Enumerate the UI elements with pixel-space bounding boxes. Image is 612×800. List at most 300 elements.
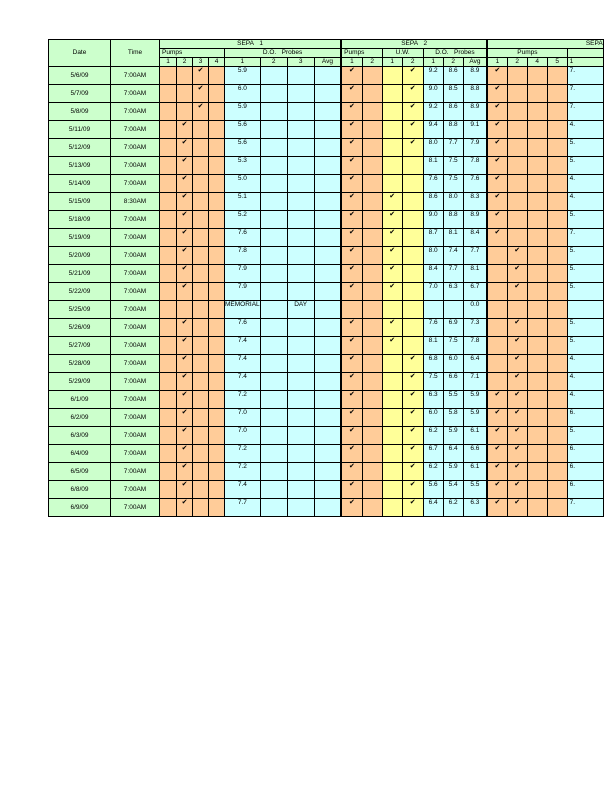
blank-cell bbox=[527, 219, 547, 229]
sepa1-probe-col: 1 bbox=[225, 58, 261, 67]
blank-cell bbox=[362, 237, 382, 247]
sepa3-do-cell: 6. bbox=[567, 445, 603, 454]
table-row bbox=[49, 337, 604, 346]
blank-cell bbox=[463, 489, 487, 499]
time-cell: 7:00AM bbox=[111, 175, 160, 193]
sepa3-pump-cell bbox=[487, 319, 507, 328]
sepa1-do-cell: 5.0 bbox=[225, 175, 261, 184]
sepa2-pump-cell: ✔ bbox=[341, 337, 362, 346]
sepa3-pump-cell bbox=[507, 121, 527, 130]
sepa1-pump-cell: ✔ bbox=[177, 409, 193, 418]
blank-cell bbox=[341, 309, 362, 319]
sepa1-do-cell bbox=[260, 445, 287, 454]
sepa3-pump-cell bbox=[487, 283, 507, 292]
sepa1-do-cell bbox=[314, 319, 341, 328]
sepa1-pump-cell bbox=[160, 247, 177, 256]
blank-cell bbox=[287, 183, 314, 193]
sepa1-do-cell bbox=[260, 247, 287, 256]
blank-cell bbox=[443, 165, 463, 175]
sepa1-pump-cell bbox=[209, 373, 225, 382]
blank-cell bbox=[463, 453, 487, 463]
blank-cell bbox=[507, 489, 527, 499]
sepa2-do-cell: 7.0 bbox=[423, 283, 443, 292]
time-cell: 7:00AM bbox=[111, 121, 160, 139]
sepa2-uw-cell bbox=[402, 211, 423, 220]
blank-cell bbox=[160, 201, 177, 211]
sepa2-do-cell bbox=[423, 301, 443, 310]
table-row bbox=[49, 247, 604, 256]
sepa1-pump-cell: ✔ bbox=[177, 175, 193, 184]
sepa2-do-cell: 8.8 bbox=[463, 85, 487, 94]
blank-cell bbox=[225, 399, 261, 409]
sepa2-do-cell: 5.8 bbox=[443, 409, 463, 418]
blank-cell bbox=[177, 381, 193, 391]
blank-cell bbox=[463, 237, 487, 247]
blank-cell bbox=[423, 219, 443, 229]
blank-cell bbox=[567, 363, 603, 373]
sepa1-pump-cell bbox=[209, 229, 225, 238]
sepa3-pump-cell: ✔ bbox=[487, 121, 507, 130]
time-cell: 7:00AM bbox=[111, 139, 160, 157]
sepa1-pump-cell bbox=[193, 409, 209, 418]
blank-cell bbox=[341, 435, 362, 445]
blank-cell bbox=[487, 219, 507, 229]
sepa3-pump-cell bbox=[527, 499, 547, 508]
sepa3-pump-cell bbox=[527, 481, 547, 490]
holiday-label-a: MEMORIAL bbox=[225, 301, 260, 308]
blank-cell bbox=[507, 219, 527, 229]
blank-cell bbox=[177, 219, 193, 229]
sepa1-do-cell bbox=[314, 175, 341, 184]
sepa1-do-cell bbox=[260, 301, 287, 310]
blank-cell bbox=[209, 201, 225, 211]
sepa3-pump-cell bbox=[527, 157, 547, 166]
sepa3-pump-cell bbox=[547, 481, 567, 490]
sepa1-do-cell bbox=[287, 85, 314, 94]
blank-cell bbox=[487, 327, 507, 337]
sepa1-pump-cell bbox=[209, 463, 225, 472]
sepa3-pump-cell bbox=[547, 283, 567, 292]
sepa1-do-cell bbox=[314, 85, 341, 94]
blank-cell bbox=[463, 345, 487, 355]
sepa3-do-cell: 5. bbox=[567, 157, 603, 166]
blank-cell bbox=[160, 417, 177, 427]
sepa3-pump-cell bbox=[527, 121, 547, 130]
sepa1-do-cell: 7.9 bbox=[225, 265, 261, 274]
sepa-log-table bbox=[48, 39, 604, 517]
blank-cell bbox=[177, 255, 193, 265]
sepa1-pump-cell bbox=[160, 211, 177, 220]
blank-cell bbox=[260, 327, 287, 337]
sepa1-pump-cell bbox=[160, 427, 177, 436]
sepa1-do-cell: 7.9 bbox=[225, 283, 261, 292]
blank-cell bbox=[567, 147, 603, 157]
date-cell: 5/27/09 bbox=[49, 337, 111, 355]
blank-cell bbox=[443, 147, 463, 157]
sepa1-do-cell bbox=[314, 283, 341, 292]
blank-cell bbox=[487, 345, 507, 355]
sepa1-do-cell bbox=[260, 463, 287, 472]
blank-cell bbox=[382, 111, 402, 121]
sepa1-pump-cell bbox=[209, 301, 225, 310]
blank-cell bbox=[547, 201, 567, 211]
blank-cell bbox=[341, 201, 362, 211]
blank-cell bbox=[402, 93, 423, 103]
sepa1-do-cell bbox=[314, 157, 341, 166]
sepa3-pump-cell: ✔ bbox=[487, 229, 507, 238]
sepa1-pump-cell bbox=[193, 211, 209, 220]
sepa2-do-cell: 9.0 bbox=[423, 85, 443, 94]
table-row bbox=[49, 229, 604, 238]
blank-cell bbox=[314, 75, 341, 85]
sepa1-do-cell bbox=[260, 499, 287, 508]
table-row bbox=[49, 85, 604, 94]
sepa1-do-cell bbox=[260, 283, 287, 292]
blank-cell bbox=[507, 507, 527, 517]
sepa1-do-cell bbox=[314, 463, 341, 472]
blank-cell bbox=[260, 507, 287, 517]
time-cell: 7:00AM bbox=[111, 67, 160, 85]
sepa2-uw-col: 2 bbox=[402, 58, 423, 67]
date-cell: 5/26/09 bbox=[49, 319, 111, 337]
sepa3-pump-cell: ✔ bbox=[487, 481, 507, 490]
blank-cell bbox=[423, 417, 443, 427]
blank-cell bbox=[260, 75, 287, 85]
blank-cell bbox=[160, 291, 177, 301]
blank-cell bbox=[527, 453, 547, 463]
blank-cell bbox=[463, 309, 487, 319]
sepa3-pump-cell bbox=[487, 265, 507, 274]
blank-cell bbox=[463, 291, 487, 301]
sepa3-pump-cell bbox=[547, 409, 567, 418]
blank-cell bbox=[382, 363, 402, 373]
blank-cell bbox=[341, 75, 362, 85]
sepa2-pump-cell: ✔ bbox=[341, 103, 362, 112]
blank-cell bbox=[487, 183, 507, 193]
sepa3-pump-cell bbox=[527, 355, 547, 364]
sepa2-uw-cell bbox=[402, 157, 423, 166]
sepa1-do-probes-header bbox=[225, 49, 342, 58]
sepa2-do-cell: 0.0 bbox=[463, 301, 487, 310]
sepa1-do-cell bbox=[260, 355, 287, 364]
blank-cell bbox=[209, 417, 225, 427]
blank-cell bbox=[177, 435, 193, 445]
blank-cell bbox=[287, 345, 314, 355]
blank-cell bbox=[547, 219, 567, 229]
date-cell: 5/22/09 bbox=[49, 283, 111, 301]
blank-cell bbox=[362, 327, 382, 337]
sepa1-do-cell bbox=[260, 157, 287, 166]
table-row bbox=[49, 301, 604, 310]
blank-cell bbox=[507, 363, 527, 373]
blank-cell bbox=[341, 363, 362, 373]
blank-cell bbox=[402, 129, 423, 139]
holiday-label-b: DAY bbox=[287, 301, 314, 310]
sepa1-do-cell bbox=[260, 67, 287, 76]
sepa2-pump-col: 1 bbox=[341, 58, 362, 67]
blank-cell bbox=[260, 273, 287, 283]
sepa1-pump-cell bbox=[193, 499, 209, 508]
blank-cell bbox=[160, 75, 177, 85]
blank-cell bbox=[423, 291, 443, 301]
sepa3-pump-cell bbox=[527, 103, 547, 112]
sepa1-pump-cell: ✔ bbox=[177, 139, 193, 148]
blank-cell bbox=[362, 129, 382, 139]
sepa2-uw-cell bbox=[382, 157, 402, 166]
sepa2-pump-cell bbox=[341, 301, 362, 310]
sepa1-pump-cell bbox=[209, 157, 225, 166]
sepa2-do-cell: 8.9 bbox=[463, 67, 487, 76]
sepa2-do-cell: 8.5 bbox=[443, 85, 463, 94]
blank-cell bbox=[341, 327, 362, 337]
sepa2-pump-cell: ✔ bbox=[341, 391, 362, 400]
sepa3-do-cell: 5. bbox=[567, 265, 603, 274]
blank-cell bbox=[260, 453, 287, 463]
blank-cell bbox=[193, 75, 209, 85]
sepa3-pump-cell: ✔ bbox=[487, 409, 507, 418]
sepa3-do-cell: 6. bbox=[567, 409, 603, 418]
blank-cell bbox=[160, 183, 177, 193]
blank-cell bbox=[547, 363, 567, 373]
blank-cell bbox=[341, 381, 362, 391]
blank-cell bbox=[402, 183, 423, 193]
blank-cell bbox=[487, 471, 507, 481]
sepa1-pump-cell bbox=[209, 121, 225, 130]
blank-cell bbox=[314, 399, 341, 409]
blank-cell bbox=[341, 507, 362, 517]
blank-cell bbox=[225, 309, 261, 319]
sepa2-pump-cell bbox=[362, 409, 382, 418]
date-cell: 5/7/09 bbox=[49, 85, 111, 103]
blank-cell bbox=[527, 507, 547, 517]
blank-cell bbox=[287, 291, 314, 301]
sepa3-pump-cell bbox=[547, 319, 567, 328]
sepa2-do-cell: 6.1 bbox=[463, 427, 487, 436]
sepa2-pump-cell bbox=[362, 103, 382, 112]
sepa1-pump-cell: ✔ bbox=[177, 499, 193, 508]
sepa1-pump-cell: ✔ bbox=[193, 85, 209, 94]
sepa3-header: SEPA bbox=[487, 40, 603, 49]
blank-cell bbox=[287, 363, 314, 373]
sepa2-do-cell: 7.7 bbox=[443, 139, 463, 148]
blank-cell bbox=[177, 291, 193, 301]
sepa2-uw-cell: ✔ bbox=[382, 229, 402, 238]
blank-cell bbox=[547, 399, 567, 409]
sepa3-pump-cell bbox=[547, 373, 567, 382]
table-row bbox=[49, 283, 604, 292]
sepa3-pump-cell: ✔ bbox=[507, 409, 527, 418]
blank-cell bbox=[193, 219, 209, 229]
sepa2-pump-cell bbox=[362, 301, 382, 310]
sepa2-do-cell: 7.8 bbox=[463, 157, 487, 166]
sepa1-do-cell: 5.9 bbox=[225, 67, 261, 76]
blank-cell bbox=[225, 453, 261, 463]
sepa1-pump-cell bbox=[193, 193, 209, 202]
blank-cell bbox=[341, 183, 362, 193]
sepa3-pump-cell bbox=[507, 211, 527, 220]
blank-cell bbox=[314, 291, 341, 301]
sepa1-do-cell: 5.6 bbox=[225, 121, 261, 130]
blank-cell bbox=[362, 201, 382, 211]
table-row bbox=[49, 175, 604, 184]
sepa1-do-cell bbox=[287, 337, 314, 346]
blank-cell bbox=[287, 255, 314, 265]
sepa1-pump-cell bbox=[209, 283, 225, 292]
blank-cell bbox=[402, 489, 423, 499]
blank-cell bbox=[567, 219, 603, 229]
sepa1-do-cell bbox=[287, 391, 314, 400]
blank-cell bbox=[567, 399, 603, 409]
blank-cell bbox=[443, 489, 463, 499]
blank-cell bbox=[209, 237, 225, 247]
sepa1-pump-cell bbox=[160, 319, 177, 328]
sepa2-uw-cell bbox=[382, 355, 402, 364]
table-row bbox=[49, 121, 604, 130]
blank-cell bbox=[160, 399, 177, 409]
blank-cell bbox=[527, 471, 547, 481]
date-cell: 5/13/09 bbox=[49, 157, 111, 175]
sepa2-pump-cell: ✔ bbox=[341, 355, 362, 364]
blank-cell bbox=[209, 489, 225, 499]
sepa2-uw-cell bbox=[382, 103, 402, 112]
blank-cell bbox=[341, 273, 362, 283]
sepa2-uw-cell bbox=[382, 121, 402, 130]
blank-cell bbox=[382, 327, 402, 337]
sepa1-pump-cell bbox=[209, 67, 225, 76]
blank-cell bbox=[362, 381, 382, 391]
blank-cell bbox=[443, 309, 463, 319]
sepa1-title: SEPA bbox=[237, 40, 254, 47]
blank-cell bbox=[193, 111, 209, 121]
sepa2-header bbox=[341, 40, 487, 49]
sepa3-pump-col: 1 bbox=[487, 58, 507, 67]
blank-cell bbox=[463, 129, 487, 139]
sepa2-pump-cell bbox=[362, 355, 382, 364]
time-cell: 7:00AM bbox=[111, 373, 160, 391]
sepa1-pump-cell: ✔ bbox=[177, 211, 193, 220]
blank-cell bbox=[443, 255, 463, 265]
blank-cell bbox=[362, 165, 382, 175]
sepa2-uw-cell: ✔ bbox=[402, 499, 423, 508]
sepa1-pump-cell: ✔ bbox=[177, 337, 193, 346]
sepa1-pump-cell: ✔ bbox=[177, 319, 193, 328]
sepa1-pump-cell bbox=[209, 355, 225, 364]
blank-cell bbox=[423, 489, 443, 499]
blank-cell bbox=[225, 93, 261, 103]
sepa2-do-cell: 7.8 bbox=[463, 337, 487, 346]
sepa3-pump-cell bbox=[527, 301, 547, 310]
blank-cell bbox=[260, 309, 287, 319]
sepa2-do-cell: 6.2 bbox=[423, 427, 443, 436]
sepa2-pump-cell: ✔ bbox=[341, 319, 362, 328]
blank-cell bbox=[341, 471, 362, 481]
blank-cell bbox=[225, 165, 261, 175]
sepa3-pump-cell bbox=[527, 337, 547, 346]
sepa3-pump-cell: ✔ bbox=[487, 157, 507, 166]
sepa3-pump-cell bbox=[547, 157, 567, 166]
blank-cell bbox=[177, 183, 193, 193]
sepa2-do-cell: 6.1 bbox=[463, 463, 487, 472]
blank-cell bbox=[423, 129, 443, 139]
sepa1-do-cell bbox=[314, 373, 341, 382]
sepa1-pump-cell bbox=[193, 139, 209, 148]
blank-cell bbox=[527, 183, 547, 193]
sepa1-pump-cell bbox=[209, 265, 225, 274]
date-cell: 5/28/09 bbox=[49, 355, 111, 373]
blank-cell bbox=[487, 147, 507, 157]
blank-cell bbox=[193, 489, 209, 499]
sepa1-do-cell bbox=[287, 211, 314, 220]
sepa3-pump-col: 5 bbox=[547, 58, 567, 67]
blank-cell bbox=[527, 345, 547, 355]
blank-cell bbox=[547, 507, 567, 517]
blank-cell bbox=[260, 489, 287, 499]
blank-cell bbox=[314, 453, 341, 463]
date-cell: 5/6/09 bbox=[49, 67, 111, 85]
sepa2-pumps-header: Pumps bbox=[341, 49, 382, 58]
sepa2-do-cell: 8.9 bbox=[463, 211, 487, 220]
blank-cell bbox=[225, 75, 261, 85]
blank-cell bbox=[567, 453, 603, 463]
blank-cell bbox=[463, 507, 487, 517]
blank-cell bbox=[463, 201, 487, 211]
sepa1-do-cell bbox=[314, 445, 341, 454]
blank-cell bbox=[382, 165, 402, 175]
sepa2-do-cell: 6.4 bbox=[463, 355, 487, 364]
sepa3-pump-cell: ✔ bbox=[507, 319, 527, 328]
sepa3-pump-cell: ✔ bbox=[507, 337, 527, 346]
sepa1-pumps-header: Pumps bbox=[160, 49, 225, 58]
sepa1-do-cell bbox=[314, 193, 341, 202]
sepa3-do-cell: 7. bbox=[567, 103, 603, 112]
sepa2-pump-cell bbox=[362, 481, 382, 490]
sepa2-pump-cell: ✔ bbox=[341, 373, 362, 382]
sepa1-do-cell: 7.6 bbox=[225, 229, 261, 238]
sepa3-pumps-header: Pumps bbox=[487, 49, 567, 58]
time-cell: 7:00AM bbox=[111, 247, 160, 265]
blank-cell bbox=[487, 93, 507, 103]
blank-cell bbox=[287, 381, 314, 391]
blank-cell bbox=[547, 435, 567, 445]
sepa2-uw-cell: ✔ bbox=[382, 337, 402, 346]
blank-cell bbox=[487, 111, 507, 121]
sepa1-pump-col: 2 bbox=[177, 58, 193, 67]
sepa1-pump-cell bbox=[193, 337, 209, 346]
sepa1-do-cell bbox=[287, 427, 314, 436]
table-row bbox=[49, 445, 604, 454]
blank-cell bbox=[547, 147, 567, 157]
blank-cell bbox=[382, 471, 402, 481]
blank-cell bbox=[160, 453, 177, 463]
blank-cell bbox=[527, 165, 547, 175]
blank-cell bbox=[260, 345, 287, 355]
blank-cell bbox=[362, 219, 382, 229]
blank-cell bbox=[362, 291, 382, 301]
blank-cell bbox=[287, 111, 314, 121]
sepa1-pump-cell bbox=[209, 427, 225, 436]
blank-cell bbox=[463, 273, 487, 283]
blank-cell bbox=[193, 417, 209, 427]
blank-cell bbox=[193, 327, 209, 337]
blank-cell bbox=[402, 147, 423, 157]
sepa1-pump-cell bbox=[193, 175, 209, 184]
sepa1-pump-cell bbox=[160, 67, 177, 76]
sepa2-uw-cell bbox=[402, 301, 423, 310]
blank-cell bbox=[177, 201, 193, 211]
sepa2-uw-cell bbox=[402, 337, 423, 346]
sepa1-do-cell bbox=[314, 481, 341, 490]
blank-cell bbox=[402, 507, 423, 517]
